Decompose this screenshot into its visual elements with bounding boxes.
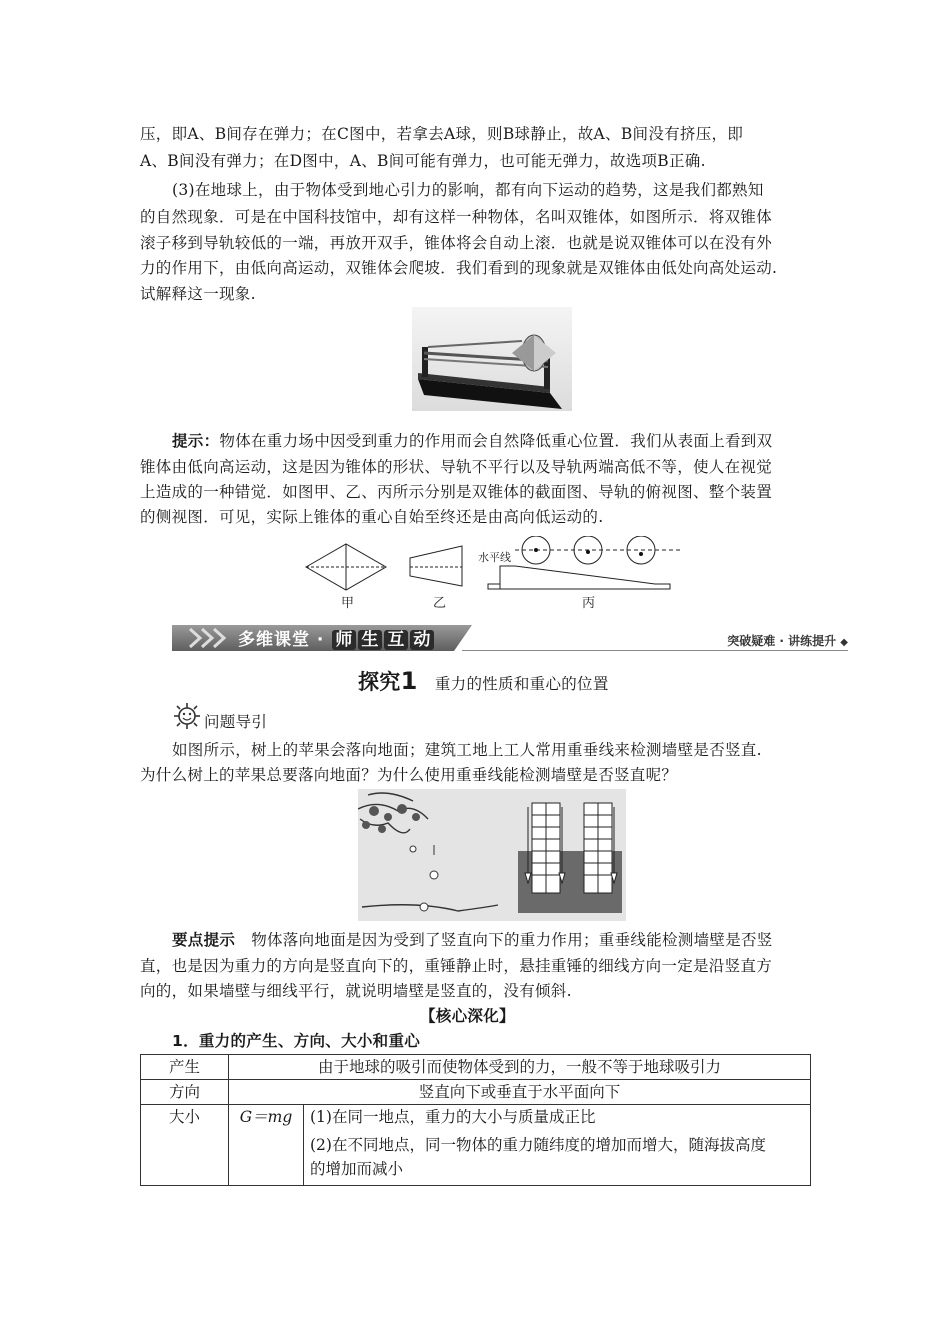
- explore-heading: [358, 668, 609, 697]
- hint-line: [172, 431, 772, 451]
- text-line: 压，即A、B间存在弹力；在C图中，若拿去A球，则B球静止，故A、B间没有挤压，即: [140, 125, 744, 143]
- banner-char: 生: [358, 630, 382, 650]
- text-line: 的自然现象．可是在中国科技馆中，却有这样一种物体，名叫双锥体，如图所示．将双锥体: [140, 208, 773, 226]
- table-head: 方向: [141, 1080, 229, 1105]
- text-line: A、B间没有弹力；在D图中，A、B间可能有弹力，也可能无弹力，故选项B正确.: [140, 152, 706, 170]
- banner-rule: [462, 650, 848, 651]
- table-cell: 竖直向下或垂直于水平面向下: [229, 1080, 811, 1105]
- table-head: 大小: [141, 1105, 229, 1186]
- chevrons-icon: [186, 627, 230, 649]
- table-formula: G＝mg: [229, 1105, 304, 1186]
- section-banner: [172, 622, 848, 654]
- table-row: [141, 1080, 811, 1105]
- hint-text: 物体在重力场中因受到重力的作用而会自然降低重心位置．我们从表面上看到双: [219, 432, 773, 450]
- text-line: (3)在地球上，由于物体受到地心引力的影响，都有向下运动的趋势，这是我们都熟知: [172, 181, 764, 199]
- diamond-icon: ◆: [840, 637, 848, 648]
- table-cell: 由于地球的吸引而使物体受到的力，一般不等于地球吸引力: [229, 1055, 811, 1080]
- keypoint-text: 物体落向地面是因为受到了竖直向下的重力作用；重垂线能检测墙壁是否竖: [251, 931, 773, 949]
- double-cone-photo: [412, 307, 572, 411]
- banner-part1: 多维课堂: [238, 630, 310, 650]
- explore-title: 重力的性质和重心的位置: [434, 675, 609, 693]
- guide-heading: 问题导引: [204, 713, 268, 731]
- table-cell-line: (2)在不同地点，同一物体的重力随纬度的增加而增大，随海拔高度: [310, 1136, 766, 1154]
- gravity-table: [140, 1054, 811, 1186]
- label-bing: 丙: [582, 596, 596, 611]
- text-line: 为什么树上的苹果总要落向地面？为什么使用重垂线能检测墙壁是否竖直呢？: [140, 766, 678, 784]
- banner-subtitle-text: 突破疑难 · 讲练提升: [727, 634, 837, 648]
- text-line: 试解释这一现象.: [140, 285, 256, 303]
- banner-char: 师: [332, 630, 356, 650]
- horizontal-line-label: 水平线: [478, 551, 511, 564]
- core-item-1: 1．重力的产生、方向、大小和重心: [172, 1032, 421, 1050]
- core-heading: 【核心深化】: [420, 1007, 515, 1025]
- text-line: 力的作用下，由低向高运动，双锥体会爬坡．我们看到的现象就是双锥体由低处向高处运动.: [140, 259, 778, 277]
- text-line: 如图所示，树上的苹果会落向地面；建筑工地上工人常用重垂线来检测墙壁是否竖直.: [172, 741, 762, 759]
- apple-plumbline-picture: [358, 789, 626, 921]
- table-head: 产生: [141, 1055, 229, 1080]
- explore-label: 探究: [358, 670, 401, 694]
- text-line: 锥体由低向高运动，这是因为锥体的形状、导轨不平行以及导轨两端高低不等，使人在视觉: [140, 458, 773, 476]
- label-jia: 甲: [341, 596, 355, 611]
- banner-title: [238, 625, 435, 650]
- text-line: 的侧视图．可见，实际上锥体的重心自始至终还是由高向低运动的.: [140, 508, 604, 526]
- hint-label: 提示：: [172, 432, 220, 450]
- text-line: 上造成的一种错觉．如图甲、乙、丙所示分别是双锥体的截面图、导轨的俯视图、整个装置: [140, 483, 773, 501]
- label-yi: 乙: [433, 596, 447, 611]
- banner-char: 动: [410, 630, 434, 650]
- table-row: [141, 1055, 811, 1080]
- text-line: 滚子移到导轨较低的一端，再放开双手，锥体将会自动上滚．也就是说双锥体可以在没有外: [140, 234, 773, 252]
- cone-diagram: [300, 536, 680, 612]
- table-row: [141, 1105, 811, 1186]
- banner-dot: ·: [316, 630, 325, 650]
- text-line: 向的，如果墙壁与细线平行，就说明墙壁是竖直的，没有倾斜.: [140, 982, 572, 1000]
- banner-char: 互: [384, 630, 408, 650]
- text-line: 直，也是因为重力的方向是竖直向下的，重锤静止时，悬挂重锤的细线方向一定是沿竖直方: [140, 957, 773, 975]
- explore-number: 1: [400, 667, 418, 695]
- table-cell-line: 的增加而减小: [310, 1160, 404, 1178]
- keypoint-line: [172, 930, 773, 950]
- sun-icon: [172, 702, 202, 730]
- keypoint-label: 要点提示: [172, 931, 236, 949]
- table-cell: [304, 1105, 811, 1186]
- table-cell-line: (1)在同一地点，重力的大小与质量成正比: [310, 1108, 596, 1126]
- banner-subtitle: [727, 632, 848, 649]
